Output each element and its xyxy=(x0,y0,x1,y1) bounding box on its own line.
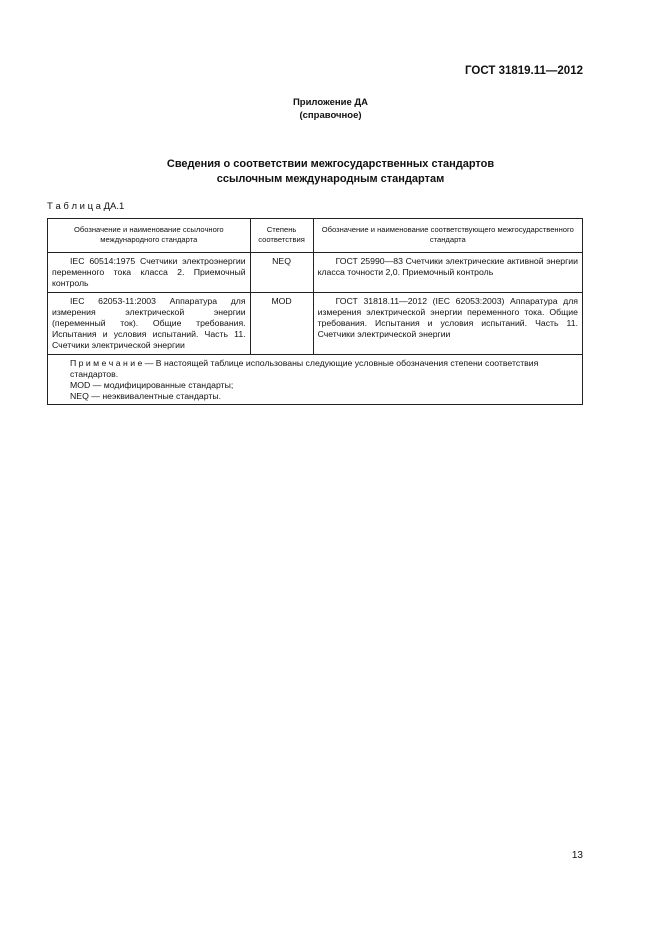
cell-national-standard: ГОСТ 25990—83 Счетчики электрические активной энергии класса точности 2,0. Приемочный контроль xyxy=(313,253,582,293)
appendix-heading xyxy=(0,96,661,122)
table-note xyxy=(48,354,583,405)
page-title xyxy=(0,157,661,187)
note-neq: NEQ — неэквивалентные стандарты. xyxy=(70,391,222,402)
title-line-1: Сведения о соответствии межгосударственных стандартов xyxy=(166,158,495,170)
appendix-label: Приложение ДА xyxy=(292,97,369,108)
table-row xyxy=(48,253,583,293)
cell-international-standard: IEC 60514:1975 Счетчики электроэнергии переменного тока класса 2. Приемочный контроль xyxy=(48,253,251,293)
appendix-type: (справочное) xyxy=(299,110,362,121)
cell-degree: NEQ xyxy=(250,253,313,293)
cell-degree: MOD xyxy=(250,292,313,354)
table-header-row xyxy=(48,219,583,253)
note-label: П р и м е ч а н и е xyxy=(70,357,143,368)
correspondence-table xyxy=(47,218,583,405)
header-international-standard: Обозначение и наименование ссылочного международного стандарта xyxy=(48,219,251,253)
cell-international-standard: IEC 62053-11:2003 Аппаратура для измерения электрической энергии (переменный ток). Общие требования. Испытания и условия испытаний. Часть 11. Счетчики электрической энергии xyxy=(48,292,251,354)
note-text: — В настоящей таблице использованы следующие условные обозначения степени соответствия стандартов. xyxy=(70,357,539,379)
note-mod: MOD — модифицированные стандарты; xyxy=(70,380,234,391)
standard-code: ГОСТ 31819.11—2012 xyxy=(465,65,583,77)
header-degree: Степень соответствия xyxy=(250,219,313,253)
table-note-row xyxy=(48,354,583,405)
header-national-standard: Обозначение и наименование соответствующего межгосударственного стандарта xyxy=(313,219,582,253)
table-caption: Т а б л и ц а ДА.1 xyxy=(47,201,125,212)
cell-national-standard: ГОСТ 31818.11—2012 (IEC 62053:2003) Аппаратура для измерения электрической энергии переменного тока. Общие требования. Испытания и условия испытаний. Часть 11. Счетчики электрической энергии xyxy=(313,292,582,354)
page-number: 13 xyxy=(571,850,583,861)
table-row xyxy=(48,292,583,354)
title-line-2: ссылочным международным стандартам xyxy=(216,173,445,185)
